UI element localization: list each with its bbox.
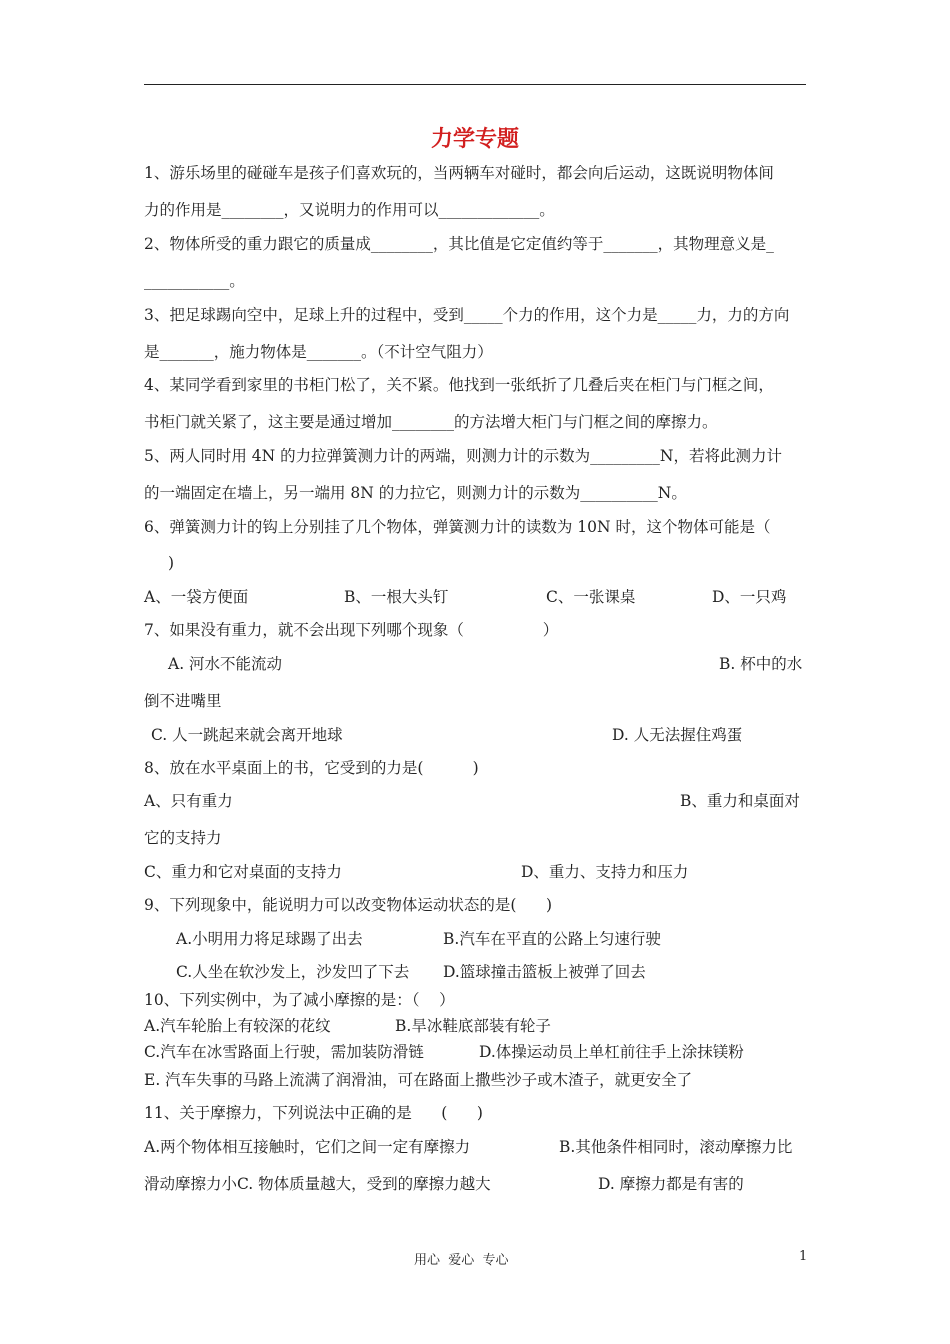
option-b: B、重力和桌面对 (680, 792, 800, 810)
option-a: A. 河水不能流动 (168, 655, 283, 673)
question-line: ___________。 (144, 272, 245, 290)
option-d: D、重力、支持力和压力 (521, 863, 689, 881)
question-line: 4、某同学看到家里的书柜门松了，关不紧。他找到一张纸折了几叠后夹在柜门与门框之间， (144, 376, 774, 394)
option-a: A、一袋方便面 (144, 588, 249, 606)
option-d: D. 人无法握住鸡蛋 (612, 726, 743, 744)
question-line: ) (168, 554, 175, 572)
option-d: D、一只鸡 (712, 588, 787, 606)
question-line: 1、游乐场里的碰碰车是孩子们喜欢玩的，当两辆车对碰时，都会向后运动，这既说明物体间 (144, 164, 774, 182)
question-line: 6、弹簧测力计的钩上分别挂了几个物体，弹簧测力计的读数为 10N 时，这个物体可能是（ (144, 518, 771, 536)
option-b: B. 杯中的水 (719, 655, 803, 673)
option-a: A、只有重力 (144, 792, 233, 810)
question-line: 3、把足球踢向空中，足球上升的过程中，受到_____个力的作用，这个力是_____力，力的方向 (144, 306, 790, 324)
option-c: C、重力和它对桌面的支持力 (144, 863, 342, 881)
option-d: D.体操运动员上单杠前往手上涂抹镁粉 (479, 1043, 744, 1061)
question-line: 8、放在水平桌面上的书，它受到的力是( ) (144, 759, 479, 777)
question-line: 的一端固定在墙上，另一端用 8N 的力拉它，则测力计的示数为__________N。 (144, 484, 687, 502)
footer-motto: 用心 爱心 专心 (414, 1253, 509, 1268)
option-d: D.篮球撞击篮板上被弹了回去 (443, 963, 646, 981)
question-line: 书柜门就关紧了，这主要是通过增加________的方法增大柜门与门框之间的摩擦力。 (144, 413, 718, 431)
option-e: E. 汽车失事的马路上流满了润滑油，可在路面上撒些沙子或木渣子，就更安全了 (144, 1071, 693, 1089)
option-b: B、一根大头钉 (344, 588, 449, 606)
header-rule (144, 84, 806, 85)
option-c: C.人坐在软沙发上，沙发凹了下去 (176, 963, 410, 981)
question-line: 5、两人同时用 4N 的力拉弹簧测力计的两端，则测力计的示数为_________N，若将此测力计 (144, 447, 782, 465)
page-number: 1 (799, 1249, 808, 1264)
option-c: C. 人一跳起来就会离开地球 (151, 726, 343, 744)
option-d: D. 摩擦力都是有害的 (598, 1175, 744, 1193)
option-a: A.汽车轮胎上有较深的花纹 (144, 1017, 331, 1035)
page-title: 力学专题 (430, 127, 519, 152)
option-b-continued: 倒不进嘴里 (144, 692, 222, 710)
option-b-continued: 它的支持力 (144, 829, 222, 847)
option-a: A.小明用力将足球踢了出去 (176, 930, 363, 948)
question-line: 10、下列实例中，为了减小摩擦的是：（ ） (144, 991, 455, 1009)
option-a: A.两个物体相互接触时，它们之间一定有摩擦力 (144, 1138, 471, 1156)
option-b: B.其他条件相同时，滚动摩擦力比 (559, 1138, 793, 1156)
option-c: C、一张课桌 (546, 588, 636, 606)
question-line: 力的作用是________，又说明力的作用可以_____________。 (144, 201, 555, 219)
option-b: B.旱冰鞋底部装有轮子 (395, 1017, 551, 1035)
question-line: 2、物体所受的重力跟它的质量成________，其比值是它定值约等于_______，其物理意义是_ (144, 235, 774, 253)
option-b: B.汽车在平直的公路上匀速行驶 (443, 930, 661, 948)
question-line: 9、下列现象中，能说明力可以改变物体运动状态的是( ) (144, 896, 553, 914)
question-line: 是_______，施力物体是_______。（不计空气阻力） (144, 343, 493, 361)
question-line: 11、关于摩擦力，下列说法中正确的是 ( ) (144, 1104, 483, 1122)
question-line: 7、如果没有重力，就不会出现下列哪个现象（ ） (144, 621, 559, 639)
option-c: C.汽车在冰雪路面上行驶，需加装防滑链 (144, 1043, 424, 1061)
option-b-continued: 滑动摩擦力小C. 物体质量越大，受到的摩擦力越大 (144, 1175, 491, 1193)
